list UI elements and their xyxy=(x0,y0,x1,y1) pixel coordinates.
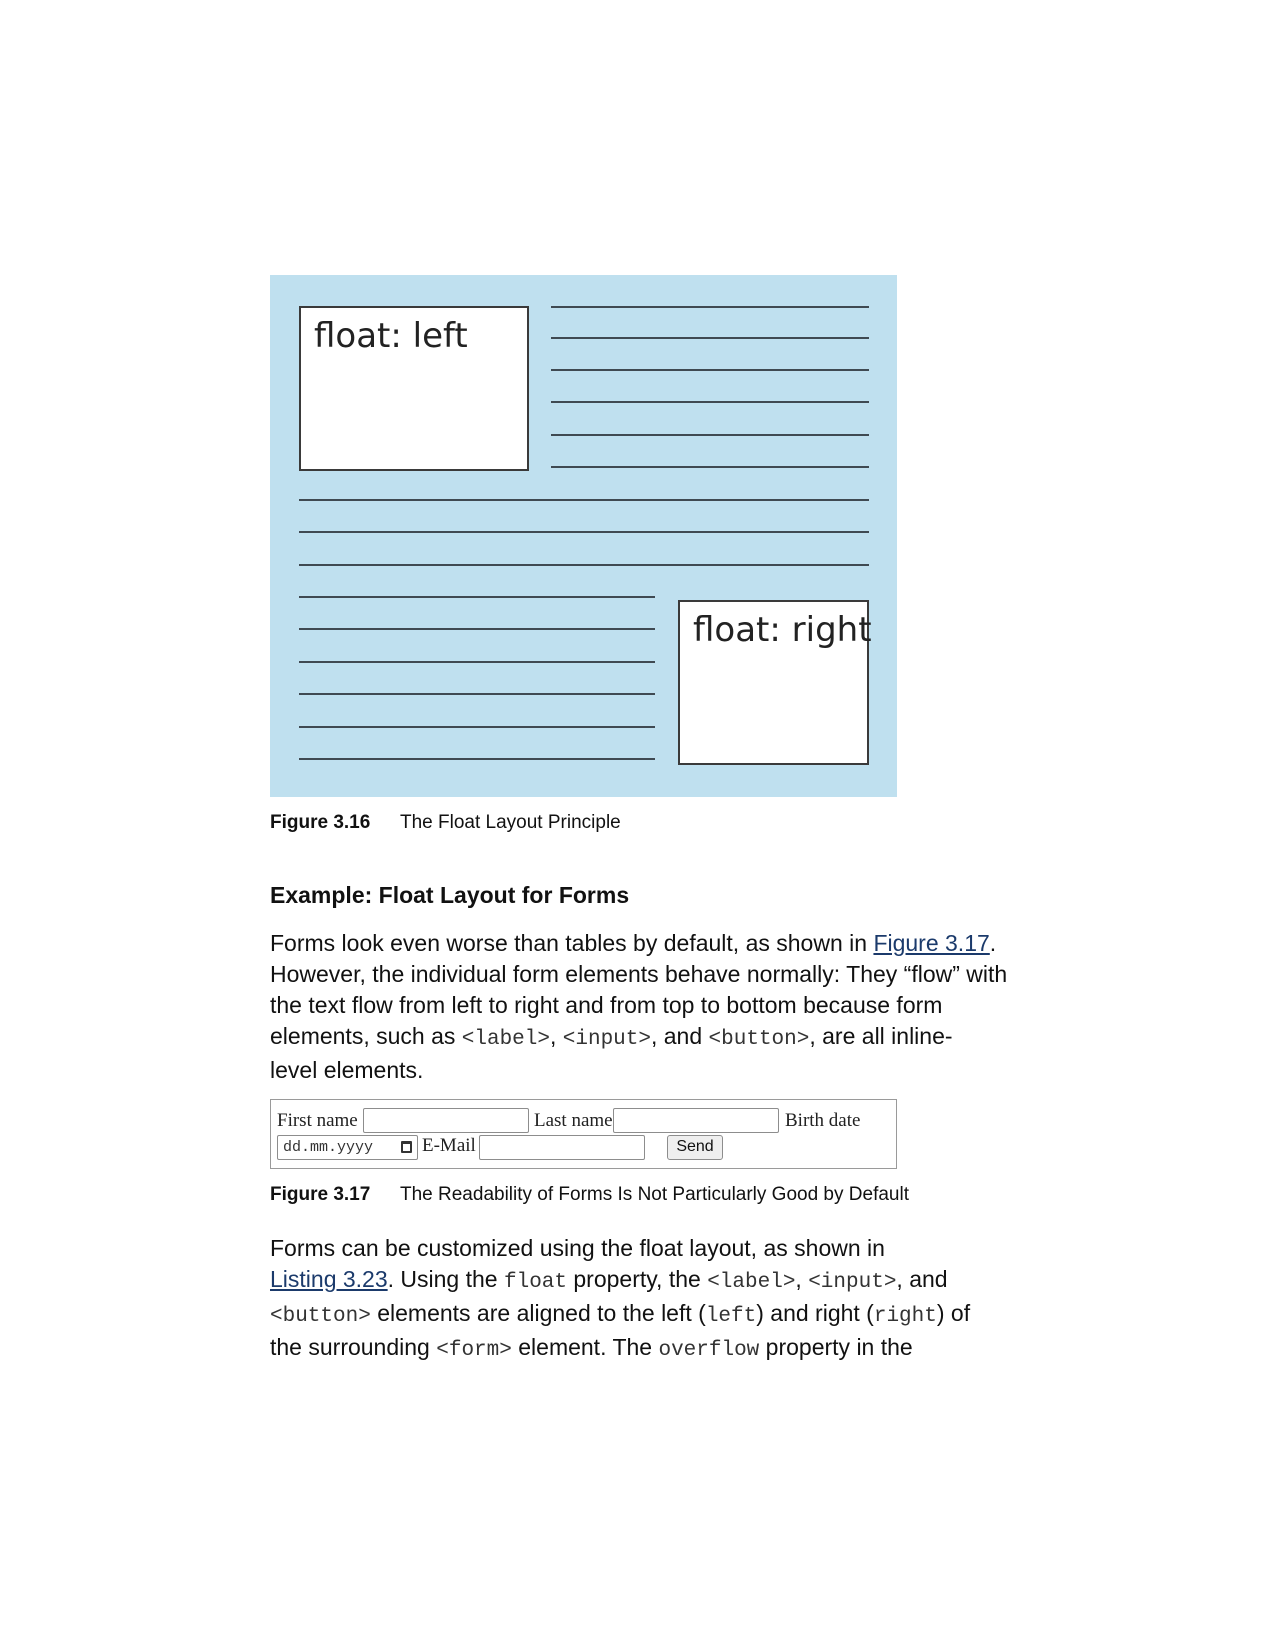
text-line xyxy=(551,337,869,339)
text: Forms look even worse than tables by default, as shown in xyxy=(270,930,874,956)
text-line xyxy=(551,401,869,403)
text: , are all inline- xyxy=(809,1023,953,1049)
figure-317-number: Figure 3.17 xyxy=(270,1184,371,1205)
code-form: <form> xyxy=(436,1339,512,1362)
float-layout-figure xyxy=(270,275,897,797)
text: Forms can be customized using the float layout, as shown in xyxy=(270,1235,885,1261)
code-button: <button> xyxy=(708,1028,810,1051)
text: elements, such as xyxy=(270,1023,462,1049)
text-line xyxy=(299,531,869,533)
text-line xyxy=(299,596,655,598)
text: property in the xyxy=(759,1334,913,1360)
text-line xyxy=(299,661,655,663)
figure-316-number: Figure 3.16 xyxy=(270,812,371,833)
text: . xyxy=(989,930,997,956)
float-left-label: float: left xyxy=(314,316,468,356)
first-name-input[interactable] xyxy=(363,1108,529,1133)
figure-317-link[interactable]: Figure 3.17 xyxy=(873,930,990,956)
text: , and xyxy=(896,1266,948,1292)
code-float: float xyxy=(503,1271,567,1294)
birth-date-input[interactable] xyxy=(277,1135,418,1160)
text-line xyxy=(299,693,655,695)
text-line xyxy=(299,499,869,501)
text-line xyxy=(299,726,655,728)
text-line xyxy=(551,306,869,308)
email-input[interactable] xyxy=(479,1135,645,1160)
figure-317-caption xyxy=(270,1184,909,1206)
text: , xyxy=(549,1023,563,1049)
code-right: right xyxy=(873,1305,937,1328)
calendar-icon[interactable] xyxy=(401,1141,412,1153)
text-line xyxy=(551,369,869,371)
code-left: left xyxy=(705,1305,757,1328)
figure-316-caption xyxy=(270,812,621,834)
last-name-label: Last name xyxy=(534,1110,613,1131)
date-placeholder: dd.mm.yyyy xyxy=(283,1139,374,1156)
float-right-box xyxy=(678,600,872,765)
text: elements are aligned to the left ( xyxy=(370,1300,706,1326)
float-left-box xyxy=(299,306,529,471)
float-right-label: float: right xyxy=(693,610,872,650)
text-line xyxy=(299,758,655,760)
code-input: <input> xyxy=(808,1271,897,1294)
code-overflow: overflow xyxy=(658,1339,760,1362)
text: ) of xyxy=(936,1300,971,1326)
text-line xyxy=(551,434,869,436)
text: the surrounding xyxy=(270,1334,437,1360)
code-button: <button> xyxy=(270,1305,371,1328)
text: the text flow from left to right and from top to bottom because form xyxy=(270,992,943,1018)
paragraph-2 xyxy=(270,1233,1020,1366)
text: ) and right ( xyxy=(756,1300,874,1326)
listing-323-link[interactable]: Listing 3.23 xyxy=(270,1266,388,1292)
figure-316-title: The Float Layout Principle xyxy=(400,812,621,833)
text-line xyxy=(551,466,869,468)
paragraph-1 xyxy=(270,928,1020,1086)
text: level elements. xyxy=(270,1057,424,1083)
birth-date-label: Birth date xyxy=(785,1110,861,1131)
text: , xyxy=(795,1266,809,1292)
code-input: <input> xyxy=(562,1028,651,1051)
email-label: E-Mail xyxy=(422,1135,476,1156)
text-line xyxy=(299,564,869,566)
text: property, the xyxy=(567,1266,708,1292)
code-label: <label> xyxy=(461,1028,550,1051)
figure-317-title: The Readability of Forms Is Not Particularly Good by Default xyxy=(400,1184,909,1205)
text: , and xyxy=(650,1023,709,1049)
text: element. The xyxy=(511,1334,659,1360)
default-form-figure xyxy=(270,1099,897,1169)
code-label: <label> xyxy=(707,1271,796,1294)
section-heading: Example: Float Layout for Forms xyxy=(270,882,630,908)
text: . Using the xyxy=(387,1266,504,1292)
text-line xyxy=(299,628,655,630)
first-name-label: First name xyxy=(277,1110,358,1131)
send-button[interactable]: Send xyxy=(667,1135,723,1160)
last-name-input[interactable] xyxy=(613,1108,779,1133)
text: However, the individual form elements behave normally: They “flow” with xyxy=(270,961,1008,987)
